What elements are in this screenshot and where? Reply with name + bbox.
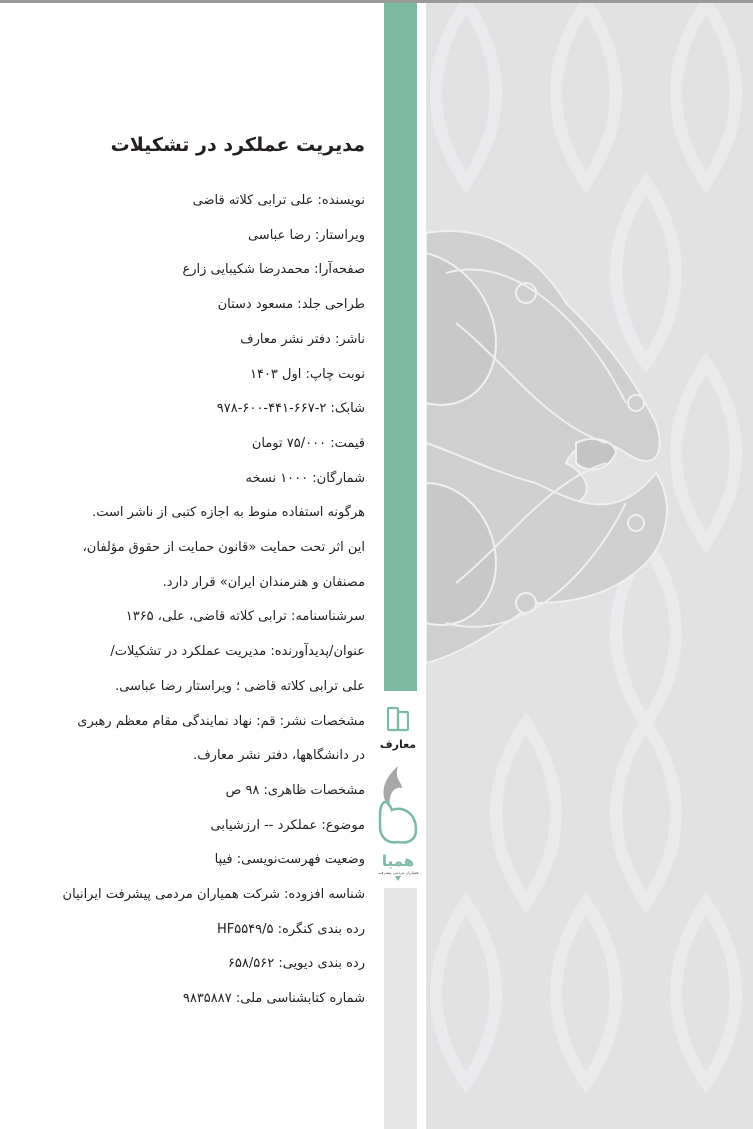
title-statement-line-2: علی ترابی کلاته قاضی ؛ ویراستار رضا عباسی. <box>115 678 365 694</box>
title-statement-line-1: عنوان/پدیدآورنده: مدیریت عملکرد در تشکیلات/ <box>110 644 365 660</box>
publication-line-1: مشخصات نشر: قم: نهاد نمایندگی مقام معظم رهبری <box>77 713 365 729</box>
copyright-law-line-1: این اثر تحت حمایت «قانون حمایت از حقوق مؤلفان، <box>82 540 365 556</box>
publisher-line: ناشر: دفتر نشر معارف <box>240 331 365 347</box>
book-icon <box>372 706 424 752</box>
hamia-emblem-icon <box>372 762 424 882</box>
cover-designer-line: طراحی جلد: مسعود دستان <box>217 297 365 313</box>
accent-grey-bar <box>384 888 417 1129</box>
isbn-line: شابک: ۲-۶۶۷-۴۴۱-۶۰۰-۹۷۸ <box>216 401 365 417</box>
publication-line-2: در دانشگاهها، دفتر نشر معارف. <box>193 748 365 764</box>
lc-classification-line: رده بندی کنگره: HF۵۵۴۹/۵ <box>216 921 365 937</box>
catalog-heading-line: سرشناسنامه: ترابی کلاته قاضی، علی، ۱۳۶۵ <box>125 609 365 625</box>
cataloging-status-line: وضعیت فهرست‌نویسی: فیپا <box>214 852 365 868</box>
svg-text:همیاران مردمی پیشرفت: همیاران مردمی پیشرفت <box>377 870 419 875</box>
rights-notice-line: هرگونه استفاده منوط به اجازه کتبی از ناشر است. <box>92 505 365 521</box>
arabesque-ornament-icon <box>426 3 753 1129</box>
author-line: نویسنده: علی ترابی کلاته قاضی <box>192 193 365 208</box>
editor-line: ویراستار: رضا عباسی <box>247 227 365 243</box>
added-entry-line: شناسه افزوده: شرکت همیاران مردمی پیشرفت ایرانیان <box>62 887 365 903</box>
national-bibliography-line: شماره کتابشناسی ملی: ۹۸۳۵۸۸۷ <box>182 991 365 1007</box>
layout-designer-line: صفحه‌آرا: محمدرضا شکیبایی زارع <box>182 262 365 278</box>
physical-description-line: مشخصات ظاهری: ۹۸ ص <box>225 782 365 798</box>
book-title: مدیریت عملکرد در تشکیلات <box>110 134 365 156</box>
subject-line: موضوع: عملکرد -- ارزشیابی <box>210 817 365 833</box>
edition-line: نوبت چاپ: اول ۱۴۰۳ <box>249 366 365 382</box>
maaref-logo <box>372 706 424 752</box>
decorative-pattern-panel <box>426 3 753 1129</box>
accent-green-bar <box>384 3 417 691</box>
svg-text:همیا: همیا <box>381 852 415 870</box>
copyright-page-text <box>25 130 365 1017</box>
dewey-classification-line: رده بندی دیویی: ۶۵۸/۵۶۲ <box>227 956 365 972</box>
hamia-logo <box>372 762 424 882</box>
print-run-line: شمارگان: ۱۰۰۰ نسخه <box>245 470 365 486</box>
svg-text:معارف: معارف <box>379 738 417 751</box>
copyright-law-line-2: مصنفان و هنرمندان ایران» قرار دارد. <box>162 574 365 590</box>
price-line: قیمت: ۷۵/۰۰۰ تومان <box>251 435 365 451</box>
